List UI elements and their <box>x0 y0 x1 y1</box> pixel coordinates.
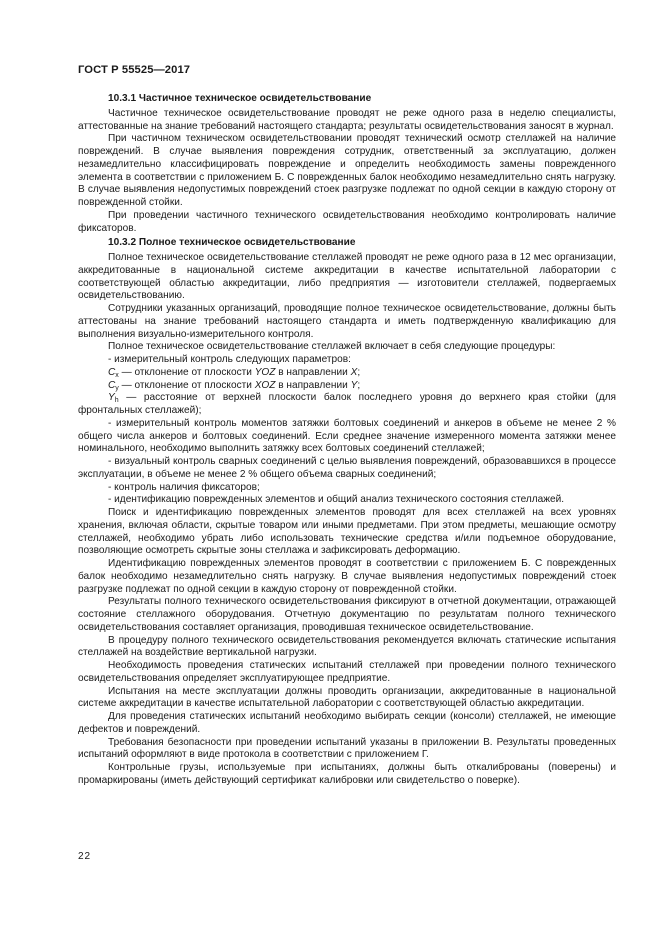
paragraph: Полное техническое освидетельствование стеллажей включает в себя следующие процедуры: <box>108 341 556 353</box>
page-number: 22 <box>78 851 92 862</box>
parameter-cx: $C_x$ — отклонение от плоскости YOZ в направлении X; <box>108 366 361 379</box>
paragraph: Идентификацию поврежденных элементов проводят в соответствии с приложением Б. С поврежденных балок необходимо незамедлительно снять нагрузку. В случае выявления недопустимых повреждений стоек разгрузке подлежат по одной секции в каждую сторону от поврежденной стойки. <box>78 558 616 595</box>
list-item: - контроль наличия фиксаторов; <box>108 481 260 493</box>
document-body <box>78 93 616 788</box>
paragraph: Необходимость проведения статических испытаний стеллажей при проведении полного технического освидетельствования определяет эксплуатирующее предприятие. <box>78 660 616 684</box>
parameter-cy: $C_y$ — отклонение от плоскости XOZ в направлении Y; <box>108 379 361 392</box>
paragraph: При частичном техническом освидетельствовании проводят технический осмотр стеллажей на наличие повреждений. В случае выявления повреждения сотрудник, ответственный за эксплуатацию, должен незамедлительно классифицировать повреждение и определить необходимость замены поврежденного элемента в соответствии с приложением Б. С поврежденных балок необходимо незамедлительно снять нагрузку. В случае выявления недопустимых повреждений стоек разгрузке подлежат по одной секции в каждую сторону от поврежденной стойки. <box>78 133 616 208</box>
section-heading-10-3-2: 10.3.2 Полное техническое освидетельствование <box>108 237 356 249</box>
list-item: - визуальный контроль сварных соединений с целью выявления повреждений, образовавшихся в процессе эксплуатации, в объеме не менее 2 % общего объема сварных соединений; <box>78 456 616 480</box>
paragraph: Испытания на месте эксплуатации должны проводить организации, аккредитованные в национальной системе аккредитации в качестве испытательной лаборатории с соответствующей областью аккредитации. <box>78 685 616 710</box>
paragraph: Для проведения статических испытаний необходимо выбирать секции (консоли) стеллажей, не имеющие дефектов и повреждений. <box>78 711 616 735</box>
parameter-yh: $Y_h$ — расстояние от верхней плоскости балок последнего уровня до верхнего края стойки (для фронтальных стеллажей); <box>78 392 616 416</box>
section-heading-10-3-1: 10.3.1 Частичное техническое освидетельствование <box>108 93 372 104</box>
paragraph: Сотрудники указанных организаций, проводящие полное техническое освидетельствование, должны быть аттестованы на знание требований настоящего стандарта и иметь подтвержденную квалификацию для выполнения визуально-измерительного контроля. <box>78 303 616 340</box>
list-item: - идентификацию поврежденных элементов и общий анализ технического состояния стеллажей. <box>108 494 565 506</box>
paragraph: Результаты полного технического освидетельствования фиксируют в отчетной документации, отражающей состояние стеллажного оборудования. Отчетную документацию по результатам полного технического освидетельствования составляет организация, проводившая техническое освидетельствование. <box>78 596 616 633</box>
paragraph: Частичное техническое освидетельствование проводят не реже одного раза в неделю специалисты, аттестованные на знание требований настоящего стандарта; результаты освидетельствования заносят в журнал. <box>78 107 616 132</box>
paragraph: Требования безопасности при проведении испытаний указаны в приложении В. Результаты проведенных испытаний оформляют в виде протокола в соответствии с приложением Г. <box>78 736 616 761</box>
paragraph: Поиск и идентификацию поврежденных элементов проводят для всех стеллажей на всех уровнях хранения, включая области, скрытые товаром или иными предметами. При этом предметы, мешающие осмотру стеллажей, необходимо убрать либо использовать технические средства и/или подъемное оборудование, позволяющие осмотреть скрытые зоны стеллажа и зафиксировать деформацию. <box>78 507 616 557</box>
document-header: ГОСТ Р 55525—2017 <box>78 64 191 76</box>
paragraph: При проведении частичного технического освидетельствования необходимо контролировать наличие фиксаторов. <box>78 209 616 234</box>
list-item: - измерительный контроль следующих параметров: <box>108 354 351 365</box>
paragraph: Полное техническое освидетельствование стеллажей проводят не реже одного раза в 12 мес организации, аккредитованные в национальной системе аккредитации в качестве испытательной лаборатории с соответствующей областью аккредитации, либо предприятия — изготовители стеллажей, подвергаемых освидетельствованию. <box>78 252 616 302</box>
paragraph: Контрольные грузы, используемые при испытаниях, должны быть откалиброваны (поверены) и промаркированы (иметь действующий сертификат калибровки или свидетельство о поверке). <box>78 762 616 786</box>
list-item: - измерительный контроль моментов затяжки болтовых соединений и анкеров в объеме не менее 2 % общего числа анкеров и болтовых соединений. Если среднее значение измеренного момента затяжки менее номинального, необходимо выполнить затяжку всех болтовых соединений стеллажей; <box>78 417 616 455</box>
paragraph: В процедуру полного технического освидетельствования рекомендуется включать статические испытания стеллажей на воздействие вертикальной нагрузки. <box>78 634 616 659</box>
